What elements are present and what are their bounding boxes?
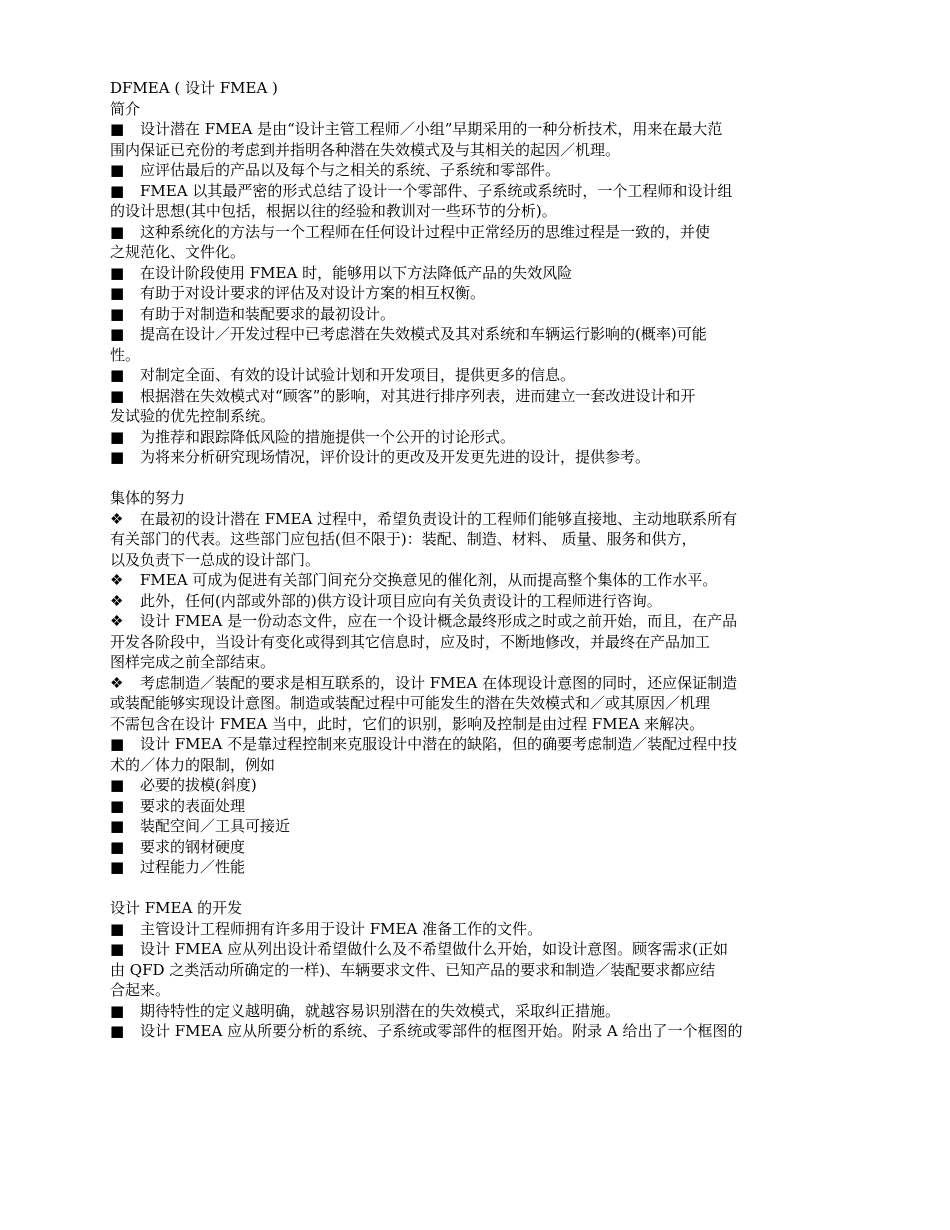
bullet-item: ■ 主管设计工程师拥有许多用于设计 FMEA 准备工作的文件。 bbox=[110, 919, 543, 938]
bullet-item: ■ 设计 FMEA 应从所要分析的系统、子系统或零部件的框图开始。附录 A 给出了一个框图的 bbox=[110, 1022, 743, 1040]
square-bullet-icon: ■ bbox=[110, 181, 125, 200]
paragraph-gap bbox=[110, 468, 860, 489]
bullet-item: ■ 应评估最后的产品以及每个与之相关的系统、子系统和零部件。 bbox=[110, 161, 561, 179]
bullet-item: ■ 期待特性的定义越明确，就越容易识别潜在的失效模式，采取纠正措施。 bbox=[110, 1001, 621, 1020]
square-bullet-icon: ■ bbox=[110, 427, 125, 446]
square-bullet-icon: ■ bbox=[110, 304, 125, 323]
bullet-item: ■ 要求的表面处理 bbox=[110, 796, 246, 815]
square-bullet-icon: ■ bbox=[110, 325, 125, 343]
diamond-bullet-icon: ❖ bbox=[110, 612, 124, 630]
bullet-item-continuation: 的设计思想(其中包括，根据以往的经验和教训对一些环节的分析)。 bbox=[110, 202, 557, 220]
bullet-item: ■ 装配空间／工具可接近 bbox=[110, 817, 291, 835]
square-bullet-icon: ■ bbox=[110, 1001, 125, 1020]
square-bullet-icon: ■ bbox=[110, 837, 125, 856]
square-bullet-icon: ■ bbox=[110, 284, 125, 302]
bullet-item: ■ 过程能力／性能 bbox=[110, 858, 246, 876]
bullet-item: ❖ 考虑制造／装配的要求是相互联系的，设计 FMEA 在体现设计意图的同时，还应保证制造 bbox=[110, 673, 738, 692]
bullet-item: ❖ 此外，任何(内部或外部的)供方设计项目应向有关负责设计的工程师进行咨询。 bbox=[110, 591, 662, 610]
doc-title: DFMEA ( 设计 FMEA ) bbox=[110, 79, 278, 97]
square-bullet-icon: ■ bbox=[110, 366, 125, 384]
diamond-bullet-icon: ❖ bbox=[110, 591, 124, 610]
bullet-item: ■ 为推荐和跟踪降低风险的措施提供一个公开的讨论形式。 bbox=[110, 427, 516, 446]
bullet-item-continuation: 合起来。 bbox=[110, 981, 171, 999]
square-bullet-icon: ■ bbox=[110, 161, 125, 179]
square-bullet-icon: ■ bbox=[110, 919, 125, 938]
bullet-item: ■ 在设计阶段使用 FMEA 时，能够用以下方法降低产品的失效风险 bbox=[110, 263, 573, 282]
bullet-item-continuation: 术的／体力的限制，例如 bbox=[110, 755, 276, 774]
square-bullet-icon: ■ bbox=[110, 1022, 125, 1040]
square-bullet-icon: ■ bbox=[110, 263, 125, 282]
bullet-item: ❖ FMEA 可成为促进有关部门间充分交换意见的催化剂，从而提高整个集体的工作水平。 bbox=[110, 571, 718, 589]
bullet-item-continuation: 图样完成之前全部结束。 bbox=[110, 653, 276, 671]
bullet-item: ■ 设计 FMEA 应从列出设计希望做什么及不希望做什么开始，如设计意图。顾客需求(正如 bbox=[110, 940, 728, 958]
bullet-item: ■ 要求的钢材硬度 bbox=[110, 837, 246, 856]
bullet-item: ■ 有助于对设计要求的评估及对设计方案的相互权衡。 bbox=[110, 284, 486, 302]
section-heading-intro: 简介 bbox=[110, 99, 141, 118]
bullet-item: ■ 设计 FMEA 不是靠过程控制来克服设计中潜在的缺陷，但的确要考虑制造／装配过程中技 bbox=[110, 735, 738, 753]
bullet-item: ■ 这种系统化的方法与一个工程师在任何设计过程中正常经历的思维过程是一致的，并使 bbox=[110, 222, 711, 241]
bullet-item-continuation: 有关部门的代表。这些部门应包括(但不限于)：装配、制造、材料、 质量、服务和供方， bbox=[110, 530, 697, 548]
bullet-item: ■ 对制定全面、有效的设计试验计划和开发项目，提供更多的信息。 bbox=[110, 366, 576, 384]
square-bullet-icon: ■ bbox=[110, 448, 125, 466]
square-bullet-icon: ■ bbox=[110, 817, 125, 835]
square-bullet-icon: ■ bbox=[110, 940, 125, 958]
diamond-bullet-icon: ❖ bbox=[110, 571, 124, 589]
square-bullet-icon: ■ bbox=[110, 386, 125, 405]
bullet-item-continuation: 发试验的优先控制系统。 bbox=[110, 407, 276, 425]
bullet-item-continuation: 性。 bbox=[110, 345, 141, 364]
bullet-item: ❖ 设计 FMEA 是一份动态文件，应在一个设计概念最终形成之时或之前开始，而且，在产品 bbox=[110, 612, 738, 630]
square-bullet-icon: ■ bbox=[110, 735, 125, 753]
bullet-item-continuation: 围内保证已充份的考虑到并指明各种潜在失效模式及与其相关的起因／机理。 bbox=[110, 140, 621, 159]
bullet-item: ■ 根据潜在失效模式对“顾客”的影响，对其进行排序列表，进而建立一套改进设计和开 bbox=[110, 386, 696, 405]
square-bullet-icon: ■ bbox=[110, 776, 125, 794]
bullet-item: ■ FMEA 以其最严密的形式总结了设计一个零部件、子系统或系统时，一个工程师和设计组 bbox=[110, 181, 733, 200]
bullet-item: ■ 提高在设计／开发过程中已考虑潜在失效模式及其对系统和车辆运行影响的(概率)可能 bbox=[110, 325, 707, 343]
bullet-item: ■ 为将来分析研究现场情况，评价设计的更改及开发更先进的设计，提供参考。 bbox=[110, 448, 651, 466]
bullet-item-continuation: 不需包含在设计 FMEA 当中，此时，它们的识别，影响及控制是由过程 FMEA 来解决。 bbox=[110, 714, 705, 733]
square-bullet-icon: ■ bbox=[110, 222, 125, 241]
bullet-item: ■ 有助于对制造和装配要求的最初设计。 bbox=[110, 304, 396, 323]
bullet-item-continuation: 或装配能够实现设计意图。制造或装配过程中可能发生的潜在失效模式和／或其原因／机理 bbox=[110, 694, 711, 712]
section-heading-development: 设计 FMEA 的开发 bbox=[110, 899, 243, 917]
section-heading-team: 集体的努力 bbox=[110, 489, 186, 507]
square-bullet-icon: ■ bbox=[110, 120, 125, 138]
diamond-bullet-icon: ❖ bbox=[110, 673, 124, 692]
bullet-item-continuation: 开发各阶段中，当设计有变化或得到其它信息时，应及时，不断地修改，并最终在产品加工 bbox=[110, 632, 711, 651]
bullet-item: ■ 必要的拔模(斜度) bbox=[110, 776, 257, 794]
bullet-item-continuation: 由 QFD 之类活动所确定的一样)、车辆要求文件、已知产品的要求和制造／装配要求都应结 bbox=[110, 960, 716, 979]
bullet-item: ■ 设计潜在 FMEA 是由“设计主管工程师／小组”早期采用的一种分析技术，用来在最大范 bbox=[110, 120, 723, 138]
bullet-item-continuation: 之规范化、文件化。 bbox=[110, 243, 246, 261]
square-bullet-icon: ■ bbox=[110, 858, 125, 876]
bullet-item-continuation: 以及负责下一总成的设计部门。 bbox=[110, 550, 321, 569]
paragraph-gap bbox=[110, 878, 860, 899]
bullet-item: ❖ 在最初的设计潜在 FMEA 过程中，希望负责设计的工程师们能够直接地、主动地联系所有 bbox=[110, 509, 738, 528]
square-bullet-icon: ■ bbox=[110, 796, 125, 815]
diamond-bullet-icon: ❖ bbox=[110, 509, 124, 528]
